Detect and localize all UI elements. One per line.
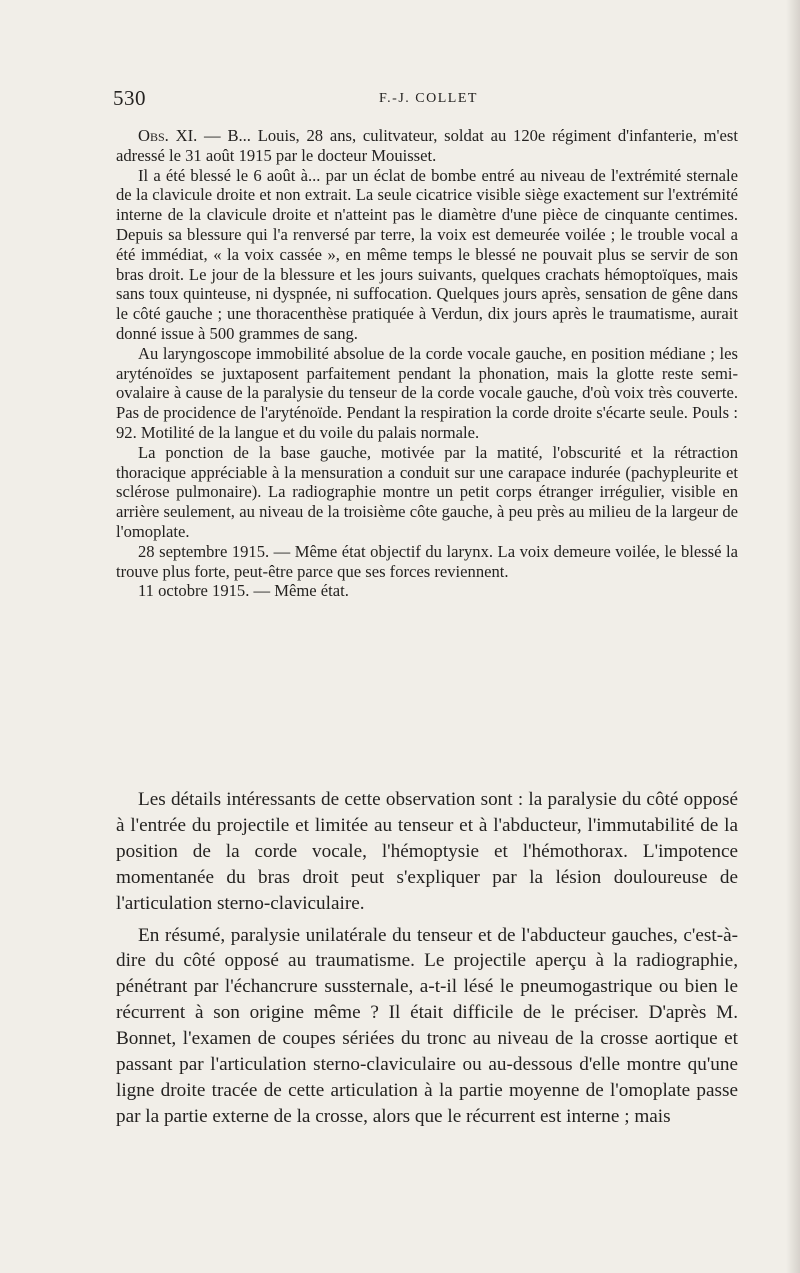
observation-paragraph: La ponction de la base gauche, motivée par la matité, l'obscurité et la rétraction thoracique appréciable à la mensuration a conduit sur une carapace indurée (pachypleurite et sclérose pulmonaire). La radiographie montre un petit corps étranger irrégulier, visible en arrière seulement, au niveau de la troisième côte gauche, à peu près au milieu de la largeur de l'omoplate. bbox=[116, 442, 738, 541]
observation-label: Obs. XI. bbox=[138, 126, 198, 145]
header-author: F.-J. COLLET bbox=[379, 91, 478, 106]
page-edge-shadow bbox=[786, 0, 800, 1273]
observation-paragraph: Il a été blessé le 6 août à... par un éclat de bombe entré au niveau de l'extrémité sternale de la clavicule droite et non extrait. La seule cicatrice visible siège exactement sur l'extrémité interne de la clavicule droite et n'atteint pas le diamètre d'une pièce de cinquante centimes. Depuis sa blessure qui l'a renversé par terre, la voix est demeurée voilée ; le trouble vocal a été immédiat, « la voix cassée », en même temps le blessé ne pouvait plus se servir de son bras droit. Le jour de la blessure et les jours suivants, quelques crachats hémoptoïques, mais sans toux quinteuse, ni dyspnée, ni suffocation. Quelques jours après, sensation de gêne dans le côté gauche ; une thoracenthèse pratiquée à Verdun, dix jours après le traumatisme, aurait donné issue à 500 grammes de sang. bbox=[116, 165, 738, 343]
observation-paragraph: 28 septembre 1915. — Même état objectif du larynx. La voix demeure voilée, le blessé la trouve plus forte, peut-être parce que ses forces reviennent. bbox=[116, 541, 738, 581]
commentary-paragraph: Les détails intéressants de cette observation sont : la paralysie du côté opposé à l'entrée du projectile et limitée au tenseur et à l'abducteur, l'immutabilité de la position de la corde vocale, l'hémoptysie et l'hémothorax. L'impotence momentanée du bras droit peut s'expliquer par la lésion douloureuse de l'articulation sterno-claviculaire. bbox=[116, 789, 738, 914]
observation-paragraph: 11 octobre 1915. — Même état. bbox=[138, 581, 349, 601]
commentary-block bbox=[116, 787, 738, 1130]
observation-paragraph bbox=[116, 126, 738, 166]
running-head bbox=[113, 86, 733, 110]
observation-paragraph: Au laryngoscope immobilité absolue de la corde vocale gauche, en position médiane ; les aryténoïdes se juxtaposent parfaitement pendant la phonation, mais la glotte reste semi-ovalaire à cause de la paralysie du tenseur de la corde vocale gauche, d'où voix très couverte. Pas de procidence de l'aryténoïde. Pendant la respiration la corde droite s'écarte seule. Pouls : 92. Motilité de la langue et du voile du palais normale. bbox=[116, 343, 738, 442]
page-number: 530 bbox=[113, 86, 146, 110]
commentary-paragraph: En résumé, paralysie unilatérale du tenseur et de l'abducteur gauches, c'est-à-dire du côté opposé au traumatisme. Le projectile aperçu à la radiographie, pénétrant par l'échancrure sussternale, a-t-il lésé le pneumogastrique ou bien le récurrent à son origine même ? Il était difficile de le préciser. D'après M. Bonnet, l'examen de coupes sériées du tronc au niveau de la crosse aortique et passant par l'articulation sterno-claviculaire ou au-dessous d'elle montre qu'une ligne droite tracée de cette articulation à la partie moyenne de l'omoplate passe par la partie externe de la crosse, alors que le récurrent est interne ; mais bbox=[116, 924, 738, 1127]
observation-block bbox=[116, 126, 738, 601]
observation-intro: — B... Louis, 28 ans, culitvateur, soldat au 120e régiment d'infanterie, m'est adressé le 31 août 1915 par le docteur Mouisset. bbox=[116, 126, 738, 165]
